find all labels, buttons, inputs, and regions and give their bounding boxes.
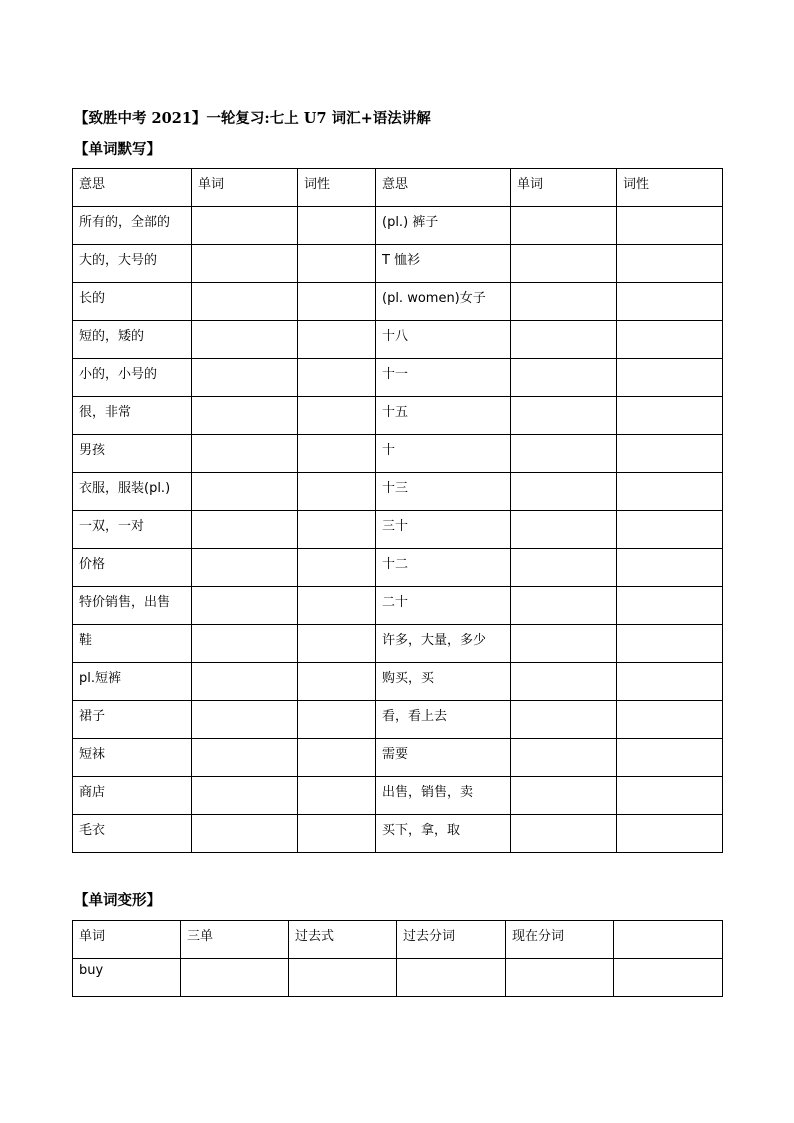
pos-blank-cell[interactable] (617, 321, 723, 359)
table-row (73, 435, 723, 473)
table-row (73, 701, 723, 739)
vocab-section-heading: 【单词默写】 (74, 141, 161, 158)
pos-blank-cell[interactable] (298, 245, 376, 283)
word-blank-cell[interactable] (511, 549, 617, 587)
table-row (73, 959, 723, 997)
table-row (73, 587, 723, 625)
column-header: 意思 (376, 169, 511, 207)
meaning-cell: 十 (376, 435, 511, 473)
pos-blank-cell[interactable] (298, 625, 376, 663)
word-blank-cell[interactable] (511, 587, 617, 625)
pos-blank-cell[interactable] (617, 777, 723, 815)
meaning-cell: 看，看上去 (376, 701, 511, 739)
column-header: 三单 (181, 921, 289, 959)
form-blank-cell[interactable] (181, 959, 289, 997)
word-blank-cell[interactable] (192, 207, 298, 245)
meaning-cell: 短的，矮的 (73, 321, 192, 359)
word-blank-cell[interactable] (192, 511, 298, 549)
pos-blank-cell[interactable] (617, 397, 723, 435)
column-header: 单词 (192, 169, 298, 207)
word-blank-cell[interactable] (511, 245, 617, 283)
pos-blank-cell[interactable] (617, 701, 723, 739)
meaning-cell: pl.短裤 (73, 663, 192, 701)
pos-blank-cell[interactable] (298, 663, 376, 701)
pos-blank-cell[interactable] (617, 435, 723, 473)
meaning-cell: 十一 (376, 359, 511, 397)
table-header-row (73, 169, 723, 207)
word-blank-cell[interactable] (192, 359, 298, 397)
word-blank-cell[interactable] (511, 435, 617, 473)
meaning-cell: 鞋 (73, 625, 192, 663)
meaning-cell: 一双，一对 (73, 511, 192, 549)
word-blank-cell[interactable] (511, 473, 617, 511)
meaning-cell: 二十 (376, 587, 511, 625)
meaning-cell: 十五 (376, 397, 511, 435)
word-blank-cell[interactable] (511, 283, 617, 321)
meaning-cell: (pl. women)女子 (376, 283, 511, 321)
meaning-cell: 许多，大量，多少 (376, 625, 511, 663)
word-blank-cell[interactable] (192, 321, 298, 359)
meaning-cell: 短袜 (73, 739, 192, 777)
pos-blank-cell[interactable] (617, 587, 723, 625)
meaning-cell: 特价销售，出售 (73, 587, 192, 625)
vocab-dictation-table (72, 168, 723, 853)
column-header: 现在分词 (506, 921, 614, 959)
meaning-cell: 商店 (73, 777, 192, 815)
pos-blank-cell[interactable] (617, 359, 723, 397)
pos-blank-cell[interactable] (617, 549, 723, 587)
meaning-cell: 衣服，服装(pl.) (73, 473, 192, 511)
meaning-cell: 男孩 (73, 435, 192, 473)
pos-blank-cell[interactable] (617, 283, 723, 321)
pos-blank-cell[interactable] (617, 473, 723, 511)
document-title: 【致胜中考 2021】一轮复习:七上 U7 词汇+语法讲解 (74, 110, 431, 127)
meaning-cell: 十二 (376, 549, 511, 587)
pos-blank-cell[interactable] (298, 435, 376, 473)
word-blank-cell[interactable] (511, 207, 617, 245)
word-blank-cell[interactable] (192, 549, 298, 587)
word-blank-cell[interactable] (192, 701, 298, 739)
table-row (73, 625, 723, 663)
pos-blank-cell[interactable] (298, 701, 376, 739)
table-header-row (73, 921, 723, 959)
meaning-cell: 价格 (73, 549, 192, 587)
word-blank-cell[interactable] (511, 701, 617, 739)
word-blank-cell[interactable] (192, 397, 298, 435)
pos-blank-cell[interactable] (298, 549, 376, 587)
pos-blank-cell[interactable] (298, 587, 376, 625)
pos-blank-cell[interactable] (298, 815, 376, 853)
form-blank-cell[interactable] (506, 959, 614, 997)
word-blank-cell[interactable] (511, 359, 617, 397)
meaning-cell: 很，非常 (73, 397, 192, 435)
word-forms-table (72, 920, 723, 997)
column-header: 词性 (617, 169, 723, 207)
table-row (73, 549, 723, 587)
table-row (73, 473, 723, 511)
meaning-cell: 毛衣 (73, 815, 192, 853)
meaning-cell: 裙子 (73, 701, 192, 739)
forms-section-heading: 【单词变形】 (74, 892, 161, 909)
table-row (73, 207, 723, 245)
table-row (73, 815, 723, 853)
word-blank-cell[interactable] (192, 663, 298, 701)
table-row (73, 245, 723, 283)
meaning-cell: 购买，买 (376, 663, 511, 701)
table-row (73, 321, 723, 359)
meaning-cell: 三十 (376, 511, 511, 549)
table-row (73, 283, 723, 321)
word-blank-cell[interactable] (192, 777, 298, 815)
pos-blank-cell[interactable] (617, 245, 723, 283)
table-row (73, 511, 723, 549)
word-blank-cell[interactable] (192, 625, 298, 663)
meaning-cell: 长的 (73, 283, 192, 321)
table-row (73, 663, 723, 701)
form-blank-cell[interactable] (289, 959, 397, 997)
word-blank-cell[interactable] (511, 625, 617, 663)
word-blank-cell[interactable] (511, 739, 617, 777)
table-row (73, 777, 723, 815)
column-header: 意思 (73, 169, 192, 207)
word-blank-cell[interactable] (192, 473, 298, 511)
column-header: 过去式 (289, 921, 397, 959)
meaning-cell: (pl.) 裤子 (376, 207, 511, 245)
word-blank-cell[interactable] (192, 435, 298, 473)
word-blank-cell[interactable] (511, 321, 617, 359)
word-blank-cell[interactable] (192, 587, 298, 625)
word-blank-cell[interactable] (511, 397, 617, 435)
word-blank-cell[interactable] (511, 815, 617, 853)
pos-blank-cell[interactable] (298, 359, 376, 397)
meaning-cell: 十三 (376, 473, 511, 511)
pos-blank-cell[interactable] (298, 473, 376, 511)
word-blank-cell[interactable] (511, 511, 617, 549)
meaning-cell: 十八 (376, 321, 511, 359)
table-row (73, 739, 723, 777)
meaning-cell: 所有的，全部的 (73, 207, 192, 245)
pos-blank-cell[interactable] (617, 739, 723, 777)
column-header: 单词 (511, 169, 617, 207)
form-blank-cell[interactable] (614, 959, 723, 997)
word-blank-cell[interactable] (192, 815, 298, 853)
meaning-cell: T 恤衫 (376, 245, 511, 283)
word-blank-cell[interactable] (511, 777, 617, 815)
word-blank-cell[interactable] (192, 283, 298, 321)
pos-blank-cell[interactable] (298, 511, 376, 549)
pos-blank-cell[interactable] (298, 739, 376, 777)
pos-blank-cell[interactable] (298, 777, 376, 815)
table-row (73, 397, 723, 435)
column-header: 词性 (298, 169, 376, 207)
pos-blank-cell[interactable] (298, 207, 376, 245)
pos-blank-cell[interactable] (298, 397, 376, 435)
word-blank-cell[interactable] (192, 739, 298, 777)
pos-blank-cell[interactable] (298, 283, 376, 321)
pos-blank-cell[interactable] (617, 511, 723, 549)
column-header: 过去分词 (397, 921, 506, 959)
pos-blank-cell[interactable] (617, 207, 723, 245)
pos-blank-cell[interactable] (617, 663, 723, 701)
meaning-cell: 需要 (376, 739, 511, 777)
column-header (614, 921, 723, 959)
meaning-cell: 买下，拿，取 (376, 815, 511, 853)
pos-blank-cell[interactable] (617, 625, 723, 663)
meaning-cell: 出售，销售，卖 (376, 777, 511, 815)
base-word-cell: buy (73, 959, 181, 997)
word-blank-cell[interactable] (192, 245, 298, 283)
pos-blank-cell[interactable] (298, 321, 376, 359)
pos-blank-cell[interactable] (617, 815, 723, 853)
table-row (73, 359, 723, 397)
meaning-cell: 大的，大号的 (73, 245, 192, 283)
form-blank-cell[interactable] (397, 959, 506, 997)
meaning-cell: 小的，小号的 (73, 359, 192, 397)
word-blank-cell[interactable] (511, 663, 617, 701)
column-header: 单词 (73, 921, 181, 959)
